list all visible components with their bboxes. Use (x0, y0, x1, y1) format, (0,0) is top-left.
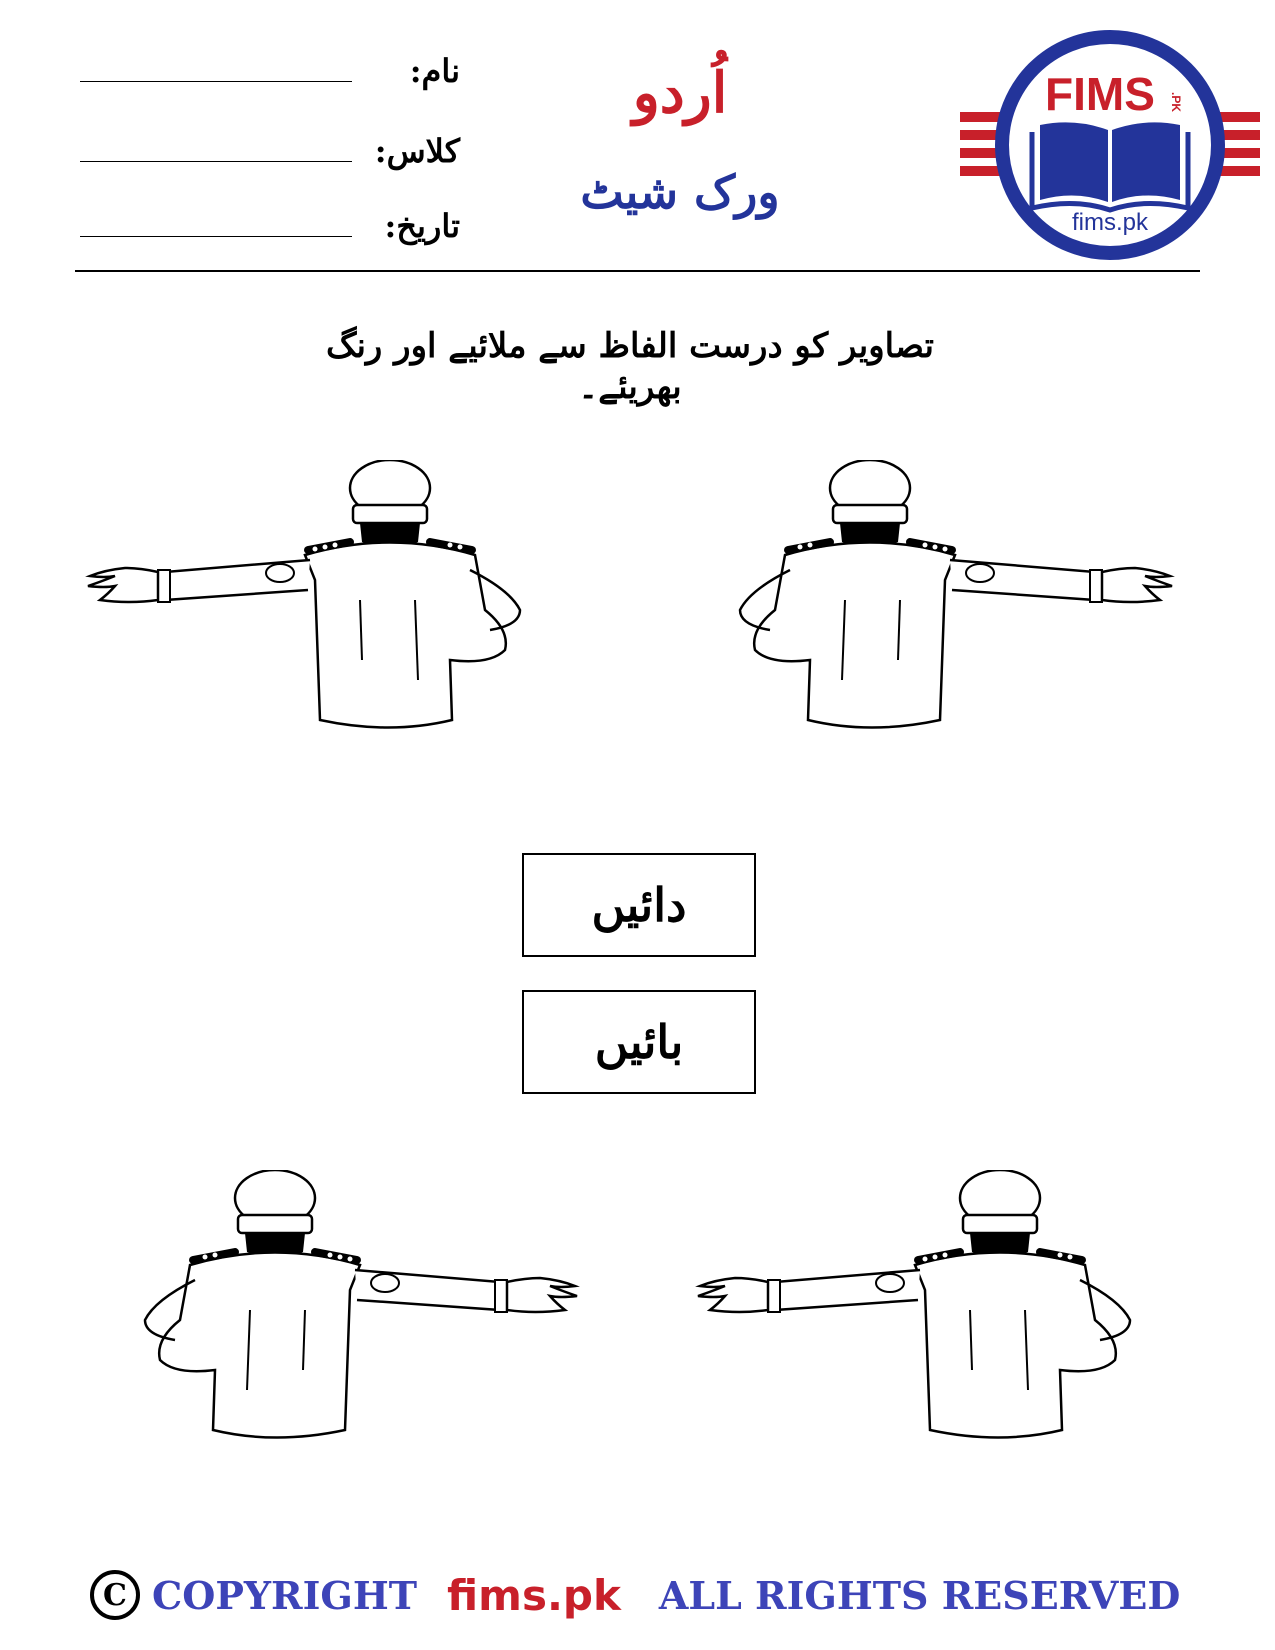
copyright-text: COPYRIGHT (152, 1572, 418, 1618)
figure-officer-pointing-right-1[interactable] (730, 460, 1190, 730)
date-line[interactable] (80, 236, 352, 237)
word-box-right[interactable] (522, 853, 756, 957)
date-label: تاریخ: (384, 207, 460, 245)
name-line[interactable] (80, 81, 352, 82)
date-field (80, 185, 460, 245)
copyright-icon: C (90, 1570, 140, 1620)
name-field (80, 30, 460, 90)
figure-officer-pointing-right-2[interactable] (135, 1170, 595, 1440)
rights-text: ALL RIGHTS RESERVED (658, 1572, 1181, 1618)
traffic-police-pointing-right-icon (740, 460, 1172, 728)
figure-officer-pointing-left-2[interactable] (680, 1170, 1140, 1440)
word-box-left[interactable] (522, 990, 756, 1094)
instruction-text: تصاویر کو درست الفاظ سے ملائیے اور رنگ بھریئے۔ (326, 326, 934, 407)
header-divider (75, 270, 1200, 272)
fims-logo (960, 30, 1260, 260)
word-right: دائیں (591, 878, 687, 932)
logo-site: fims.pk (1071, 209, 1149, 236)
worksheet-title: اُردو (632, 60, 728, 126)
logo-tld: .PK (1169, 92, 1183, 113)
class-line[interactable] (80, 161, 352, 162)
name-label: نام: (409, 52, 460, 90)
worksheet-subtitle: ورک شیٹ (580, 165, 780, 219)
figure-officer-pointing-left-1[interactable] (70, 460, 530, 730)
traffic-police-pointing-right-icon (145, 1170, 577, 1438)
footer-site-link[interactable]: fims.pk (447, 1570, 621, 1620)
class-field (80, 110, 460, 170)
word-left: بائیں (594, 1015, 684, 1069)
traffic-police-pointing-left-icon (88, 460, 520, 728)
copyright-footer (90, 1565, 1190, 1625)
class-label: کلاس: (374, 132, 460, 170)
logo-brand: FIMS (1045, 68, 1155, 120)
traffic-police-pointing-left-icon (698, 1170, 1130, 1438)
